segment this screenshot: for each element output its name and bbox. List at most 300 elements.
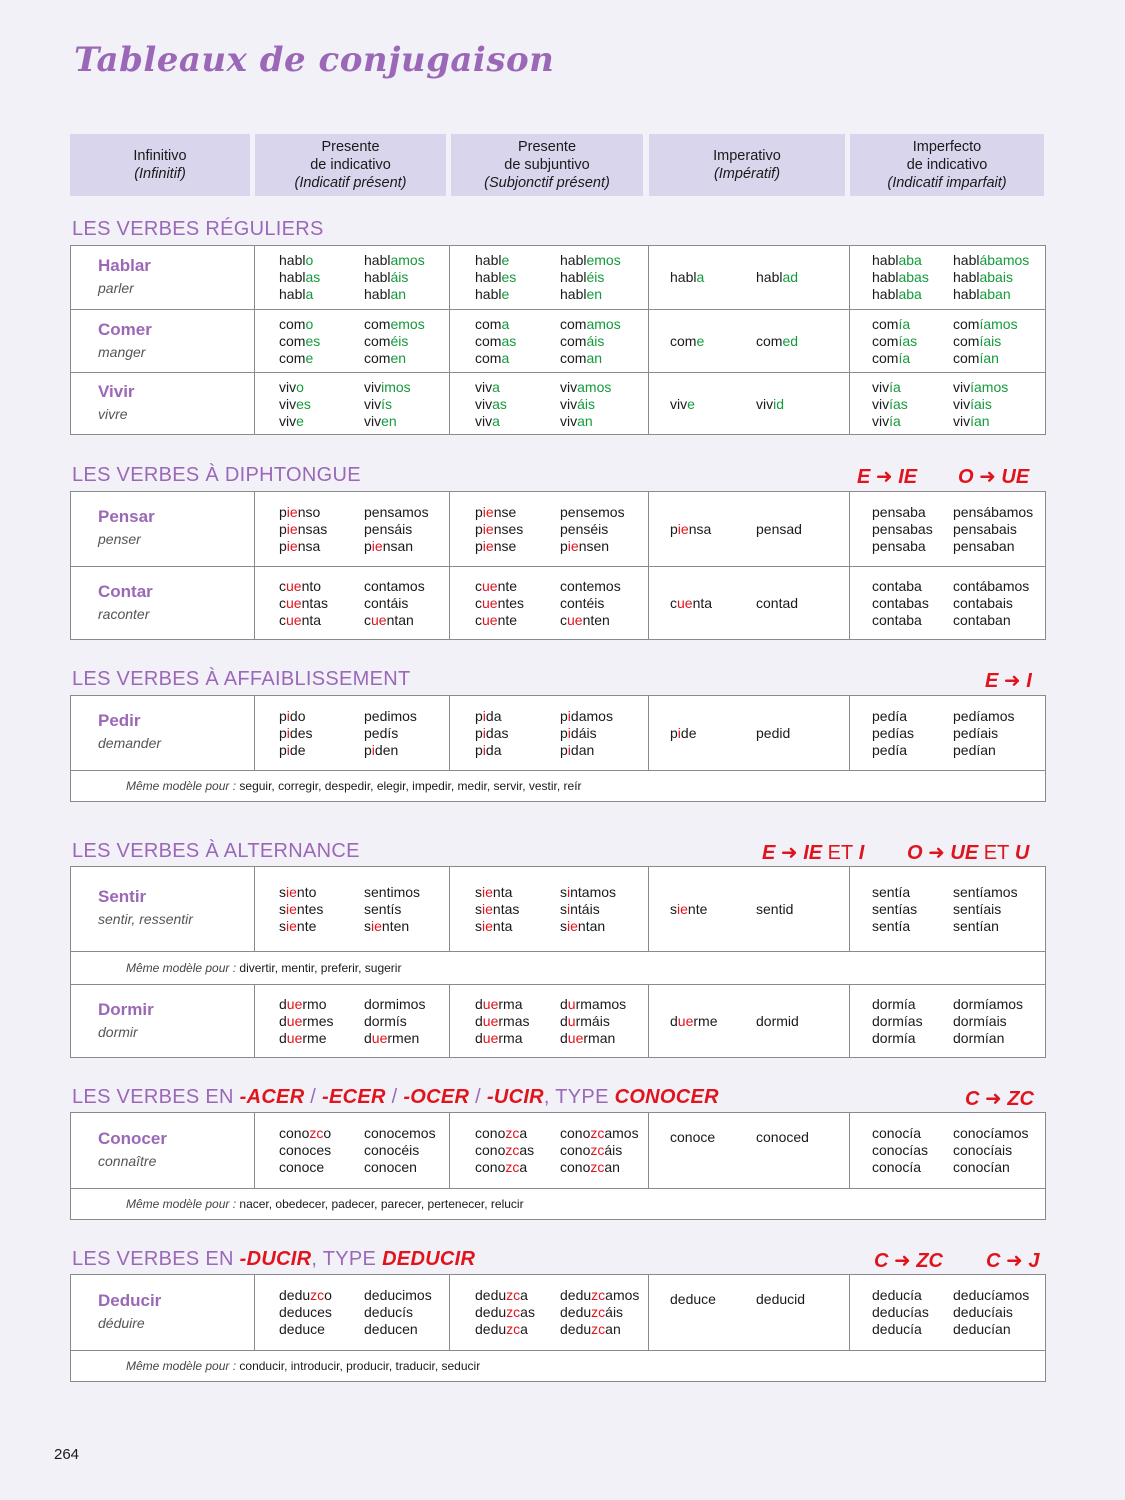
conjugation-cell xyxy=(364,1125,436,1176)
column-divider xyxy=(449,567,450,640)
conjugated-form xyxy=(953,708,1014,725)
conjugated-form xyxy=(560,379,611,396)
conjugated-form xyxy=(279,538,327,555)
stem-segment: viv xyxy=(756,395,774,412)
conjugation-cell xyxy=(364,996,425,1047)
conjugated-form xyxy=(756,333,798,350)
stem-segment: habl xyxy=(872,269,899,285)
stem-segment: habl xyxy=(872,286,899,302)
section-title-regular: LES VERBES RÉGULIERS xyxy=(72,218,324,240)
conjugation-cell xyxy=(872,1125,928,1176)
stem-segment: s xyxy=(279,917,286,934)
highlighted-segment: e xyxy=(501,286,510,302)
conjugated-form xyxy=(560,996,626,1013)
header-line: Imperfecto xyxy=(912,139,982,155)
stem-segment: nten xyxy=(582,612,610,628)
highlighted-segment: ie xyxy=(482,503,494,520)
same-model-row xyxy=(71,1350,1045,1382)
conjugation-cell xyxy=(670,521,711,538)
stem-segment: p xyxy=(279,537,287,554)
highlighted-segment: ue xyxy=(482,612,498,628)
stem-segment: p xyxy=(364,741,372,758)
verb-infinitive: Comer xyxy=(98,319,152,339)
column-divider xyxy=(849,567,850,640)
stem-segment: des xyxy=(289,724,313,741)
conjugated-form xyxy=(475,504,523,521)
highlighted-segment: a xyxy=(305,286,314,302)
conjugated-form xyxy=(364,578,425,595)
stem-segment: habl xyxy=(953,269,980,285)
stem-segment: deducen xyxy=(364,1321,418,1337)
stem-segment: viv xyxy=(279,395,297,412)
conjugated-form xyxy=(953,918,1018,935)
conjugated-form xyxy=(475,884,519,901)
stem-segment: conocemos xyxy=(364,1125,436,1141)
stem-segment: conocen xyxy=(364,1159,417,1175)
conjugated-form xyxy=(475,595,524,612)
column-divider xyxy=(254,1275,255,1350)
highlighted-segment: i xyxy=(482,724,486,741)
column-divider xyxy=(254,492,255,566)
conjugated-form xyxy=(872,1304,929,1321)
conjugation-cell xyxy=(670,725,697,742)
stem-segment: deducía xyxy=(872,1321,922,1337)
conjugated-form xyxy=(279,269,320,286)
conjugation-cell xyxy=(872,379,908,430)
conjugated-form xyxy=(953,1013,1023,1030)
conjugated-form xyxy=(364,1159,436,1176)
column-divider xyxy=(849,246,850,309)
stem-segment: com xyxy=(670,333,697,349)
stem-segment: deduce xyxy=(279,1321,325,1337)
stem-segment: contáis xyxy=(364,595,409,611)
stem-segment: penséis xyxy=(560,520,609,537)
stem-segment: viv xyxy=(560,395,578,412)
conjugated-form xyxy=(279,521,327,538)
conjugated-form xyxy=(872,379,908,396)
conjugated-form xyxy=(364,286,425,303)
conjugated-form xyxy=(279,504,327,521)
same-model-prefix: Même modèle pour : xyxy=(126,1196,237,1211)
conjugated-form xyxy=(560,1159,639,1176)
conjugation-cell xyxy=(279,1125,331,1176)
header-line: Presente xyxy=(321,139,380,155)
rule-part: E ➜ IE xyxy=(762,842,823,864)
stem-segment: viv xyxy=(872,412,890,429)
column-divider xyxy=(449,492,450,566)
conjugation-cell xyxy=(756,333,798,350)
highlighted-segment: es xyxy=(305,333,321,349)
conjugated-form xyxy=(872,742,914,759)
column-divider xyxy=(449,1113,450,1188)
stem-segment: d xyxy=(670,1013,678,1029)
conjugation-cell xyxy=(953,1287,1029,1338)
stem-segment: habl xyxy=(872,252,899,268)
highlighted-segment: a xyxy=(501,350,510,366)
highlighted-segment: ie xyxy=(286,917,297,934)
column-divider xyxy=(449,246,450,309)
column-divider xyxy=(648,567,649,640)
verb-row xyxy=(71,1275,1045,1350)
conjugated-form xyxy=(364,252,425,269)
highlighted-segment: zc xyxy=(590,1159,605,1175)
column-divider xyxy=(648,867,649,951)
conjugated-form xyxy=(560,1321,639,1338)
column-divider xyxy=(449,310,450,373)
stem-segment: pedid xyxy=(756,724,791,741)
conjugated-form xyxy=(364,413,411,430)
conjugated-form xyxy=(364,725,417,742)
conjugated-form xyxy=(670,1291,716,1308)
stem-segment: sentían xyxy=(953,917,999,934)
conjugated-form xyxy=(872,1159,928,1176)
conjugated-form xyxy=(953,1125,1028,1142)
highlighted-segment: ie xyxy=(371,537,383,554)
stem-segment: pedía xyxy=(872,741,908,758)
conjugated-form xyxy=(475,578,524,595)
stem-segment: habl xyxy=(364,252,391,268)
rule-e-i: E ➜ I xyxy=(985,670,1032,692)
stem-segment: o xyxy=(323,1125,332,1141)
verb-infinitive: Deducir xyxy=(98,1290,162,1310)
stem-segment: dedu xyxy=(475,1304,507,1320)
highlighted-segment: áis xyxy=(390,269,409,285)
stem-segment: pensaba xyxy=(872,537,926,554)
stem-segment: a xyxy=(520,1287,528,1303)
same-model-verbs: nacer, obedecer, padecer, parecer, pertenecer, relucir xyxy=(239,1196,524,1211)
header-line: de indicativo xyxy=(310,157,391,173)
stem-segment: com xyxy=(560,350,587,366)
conjugated-form xyxy=(560,252,621,269)
stem-segment: s xyxy=(670,900,677,917)
stem-segment: com xyxy=(279,316,306,332)
highlighted-segment: ie xyxy=(286,503,298,520)
stem-segment: nso xyxy=(297,503,321,520)
conjugated-form xyxy=(279,901,323,918)
highlighted-segment: e xyxy=(501,252,510,268)
stem-segment: conocía xyxy=(872,1125,922,1141)
column-divider xyxy=(648,1113,649,1188)
conjugation-cell xyxy=(670,901,707,918)
stem-segment: rmamos xyxy=(575,996,627,1012)
conjugated-form xyxy=(872,413,908,430)
highlighted-segment: zc xyxy=(506,1304,521,1320)
conjugated-form xyxy=(560,918,616,935)
highlighted-segment: ad xyxy=(782,269,799,285)
stem-segment: p xyxy=(670,724,678,741)
same-model-note xyxy=(126,779,582,793)
stem-segment: com xyxy=(364,316,391,332)
conjugated-form xyxy=(560,1030,626,1047)
stem-segment: habl xyxy=(756,269,783,285)
conjugated-form xyxy=(560,396,611,413)
conjugation-cell xyxy=(560,316,621,367)
conjugated-form xyxy=(560,413,611,430)
highlighted-segment: ue xyxy=(286,1013,303,1029)
conjugated-form xyxy=(475,1013,530,1030)
stem-segment: viv xyxy=(953,412,971,429)
conjugation-cell xyxy=(953,996,1023,1047)
conjugated-form xyxy=(364,918,420,935)
verb-translation: déduire xyxy=(98,1314,145,1331)
section-title-alternance: LES VERBES À ALTERNANCE xyxy=(72,840,360,862)
conjugation-cell xyxy=(670,1129,715,1146)
conjugated-form xyxy=(475,538,523,555)
conjugated-form xyxy=(953,333,1018,350)
conjugated-form xyxy=(670,1129,715,1146)
stem-segment: nto xyxy=(301,578,322,594)
conjugated-form xyxy=(364,612,425,629)
stem-segment: viv xyxy=(953,395,971,412)
conjugated-form xyxy=(279,1304,332,1321)
stem-segment: sentimos xyxy=(364,883,421,900)
rule-part: O ➜ UE xyxy=(907,842,979,864)
stem-segment: habl xyxy=(279,269,306,285)
conjugation-cell xyxy=(279,708,313,759)
conjugated-form xyxy=(953,742,1014,759)
conjugated-form xyxy=(872,316,917,333)
conjugation-cell xyxy=(475,379,507,430)
conjugated-form xyxy=(279,252,320,269)
conjugation-cell xyxy=(560,1287,639,1338)
stem-segment: c xyxy=(560,612,567,628)
conjugated-form xyxy=(475,1159,534,1176)
conjugated-form xyxy=(364,350,425,367)
highlighted-segment: ed xyxy=(782,333,799,349)
stem-segment: d xyxy=(279,996,287,1012)
conjugated-form xyxy=(953,595,1029,612)
conjugation-cell xyxy=(475,708,509,759)
conjugated-form xyxy=(953,538,1033,555)
stem-segment: viv xyxy=(475,378,493,395)
conjugation-cell xyxy=(560,884,616,935)
title-part: , TYPE xyxy=(311,1248,383,1270)
stem-segment: pensabas xyxy=(872,520,933,537)
stem-segment: s xyxy=(560,883,567,900)
conjugation-cell xyxy=(560,379,611,430)
stem-segment: deduce xyxy=(670,1291,716,1307)
verb-infinitive: Pedir xyxy=(98,711,141,730)
conjugated-form xyxy=(279,379,311,396)
verb-infinitive: Pensar xyxy=(98,507,155,526)
highlighted-segment: i xyxy=(567,724,571,741)
stem-segment: contabais xyxy=(953,595,1013,611)
highlighted-segment: ue xyxy=(567,612,583,628)
stem-segment: conocías xyxy=(872,1142,929,1158)
stem-segment: contabas xyxy=(872,595,929,611)
stem-segment: deducíamos xyxy=(953,1287,1030,1303)
conjugation-cell xyxy=(670,595,712,612)
conjugated-form xyxy=(670,725,697,742)
highlighted-segment: aba xyxy=(898,286,922,302)
highlighted-segment: ue xyxy=(286,612,302,628)
conjugated-form xyxy=(475,1321,535,1338)
stem-segment: rmas xyxy=(498,1013,530,1029)
verb-translation: sentir, ressentir xyxy=(98,911,193,927)
stem-segment: habl xyxy=(475,269,502,285)
conjugation-cell xyxy=(756,396,784,413)
conjugated-form xyxy=(279,1030,334,1047)
header-line-fr: (Impératif) xyxy=(713,166,781,182)
conjugated-form xyxy=(953,269,1029,286)
highlighted-segment: áis xyxy=(586,333,605,349)
highlighted-segment: ue xyxy=(286,996,303,1012)
highlighted-segment: aba xyxy=(898,252,922,268)
same-model-verbs: divertir, mentir, preferir, sugerir xyxy=(239,960,402,975)
highlighted-segment: ie xyxy=(677,520,689,537)
highlighted-segment: zc xyxy=(591,1287,606,1303)
stem-segment: dedu xyxy=(279,1287,311,1303)
rule-e-ie: E ➜ IE xyxy=(857,466,918,488)
stem-segment: dormid xyxy=(756,1013,799,1029)
highlighted-segment: en xyxy=(390,350,407,366)
same-model-note xyxy=(126,1359,480,1373)
highlighted-segment: ábamos xyxy=(979,252,1030,268)
stem-segment: p xyxy=(560,741,568,758)
rule-c-zc: C ➜ ZC xyxy=(965,1088,1034,1110)
highlighted-segment: ie xyxy=(286,900,297,917)
conjugated-form xyxy=(670,521,711,538)
stem-segment: nsa xyxy=(297,537,321,554)
rule-part: I xyxy=(858,842,865,864)
stem-segment: sentís xyxy=(364,900,402,917)
stem-segment: da xyxy=(485,741,502,758)
highlighted-segment: e xyxy=(687,395,695,412)
highlighted-segment: íamos xyxy=(970,378,1009,395)
conjugated-form xyxy=(279,742,313,759)
conjugated-form xyxy=(364,884,420,901)
column-divider xyxy=(254,696,255,770)
conjugated-form xyxy=(560,578,621,595)
column-divider xyxy=(449,373,450,435)
highlighted-segment: áis xyxy=(577,395,596,412)
conjugated-form xyxy=(364,1304,432,1321)
column-divider xyxy=(648,492,649,566)
conjugation-cell xyxy=(364,1287,432,1338)
stem-segment: as xyxy=(520,1304,535,1320)
stem-segment: ntamos xyxy=(570,883,617,900)
highlighted-segment: zc xyxy=(591,1321,606,1337)
section-title-acer xyxy=(72,1086,719,1109)
stem-segment: nsa xyxy=(688,520,712,537)
conjugated-form xyxy=(756,595,798,612)
highlighted-segment: ue xyxy=(482,996,499,1012)
column-divider xyxy=(849,310,850,373)
conjugation-cell xyxy=(953,379,1008,430)
conjugated-form xyxy=(475,252,516,269)
same-model-prefix: Même modèle pour : xyxy=(126,778,237,793)
stem-segment: conoced xyxy=(756,1129,809,1145)
conjugated-form xyxy=(872,504,933,521)
rule-part: U xyxy=(1014,842,1030,864)
conjugation-cell xyxy=(872,708,914,759)
highlighted-segment: i xyxy=(482,741,486,758)
conjugated-form xyxy=(364,1142,436,1159)
stem-segment: d xyxy=(279,1013,287,1029)
conjugated-form xyxy=(364,742,417,759)
conjugated-form xyxy=(364,595,425,612)
stem-segment: rma xyxy=(498,996,523,1012)
column-divider xyxy=(449,867,450,951)
conjugated-form xyxy=(279,1125,331,1142)
conjugation-cell xyxy=(953,504,1033,555)
highlighted-segment: ue xyxy=(286,578,302,594)
conjugated-form xyxy=(364,504,429,521)
stem-segment: habl xyxy=(560,269,587,285)
conjugated-form xyxy=(560,884,616,901)
highlighted-segment: abais xyxy=(979,269,1013,285)
conjugated-form xyxy=(872,725,914,742)
stem-segment: nta xyxy=(301,612,322,628)
conjugated-form xyxy=(475,1304,535,1321)
column-divider xyxy=(849,1113,850,1188)
highlighted-segment: en xyxy=(586,286,603,302)
conjugated-form xyxy=(872,538,933,555)
highlighted-segment: íamos xyxy=(979,316,1018,332)
stem-segment: pensáis xyxy=(364,520,413,537)
conjugated-form xyxy=(279,316,320,333)
stem-segment: p xyxy=(475,503,483,520)
conjugation-table xyxy=(70,695,1046,802)
stem-segment: com xyxy=(475,350,502,366)
stem-segment: com xyxy=(364,333,391,349)
verb-row xyxy=(71,372,1045,435)
stem-segment: p xyxy=(670,520,678,537)
stem-segment: an xyxy=(605,1321,621,1337)
conjugated-form xyxy=(560,1142,639,1159)
stem-segment: cono xyxy=(475,1142,506,1158)
stem-segment: nte xyxy=(497,612,518,628)
stem-segment: com xyxy=(560,333,587,349)
title-part: LES VERBES EN xyxy=(72,1248,240,1270)
conjugation-cell xyxy=(560,504,625,555)
conjugated-form xyxy=(953,1321,1029,1338)
stem-segment: amos xyxy=(604,1125,639,1141)
highlighted-segment: ue xyxy=(286,1030,303,1046)
conjugation-cell xyxy=(756,901,793,918)
conjugation-cell xyxy=(364,504,429,555)
verb-row xyxy=(71,696,1045,770)
highlighted-segment: e xyxy=(305,350,314,366)
highlighted-segment: i xyxy=(567,900,571,917)
column-divider xyxy=(849,373,850,435)
conjugated-form xyxy=(279,595,328,612)
column-divider xyxy=(648,1275,649,1350)
highlighted-segment: éis xyxy=(586,269,605,285)
conjugated-form xyxy=(475,1142,534,1159)
stem-segment: p xyxy=(475,724,483,741)
conjugation-cell xyxy=(953,1125,1028,1176)
stem-segment: pedías xyxy=(872,724,915,741)
stem-segment: den xyxy=(374,741,399,758)
conjugated-form xyxy=(279,1142,331,1159)
conjugated-form xyxy=(756,521,802,538)
stem-segment: áis xyxy=(604,1142,623,1158)
stem-segment: conocía xyxy=(872,1159,922,1175)
highlighted-segment: ie xyxy=(482,537,494,554)
highlighted-segment: i xyxy=(567,883,571,900)
highlighted-segment: ie xyxy=(482,900,493,917)
conjugated-form xyxy=(475,742,509,759)
column-divider xyxy=(254,310,255,373)
stem-segment: d xyxy=(560,996,568,1012)
stem-segment: habl xyxy=(953,252,980,268)
conjugated-form xyxy=(872,333,917,350)
highlighted-segment: zc xyxy=(309,1125,324,1141)
conjugated-form xyxy=(364,901,420,918)
column-divider xyxy=(648,246,649,309)
highlighted-segment: es xyxy=(501,269,517,285)
